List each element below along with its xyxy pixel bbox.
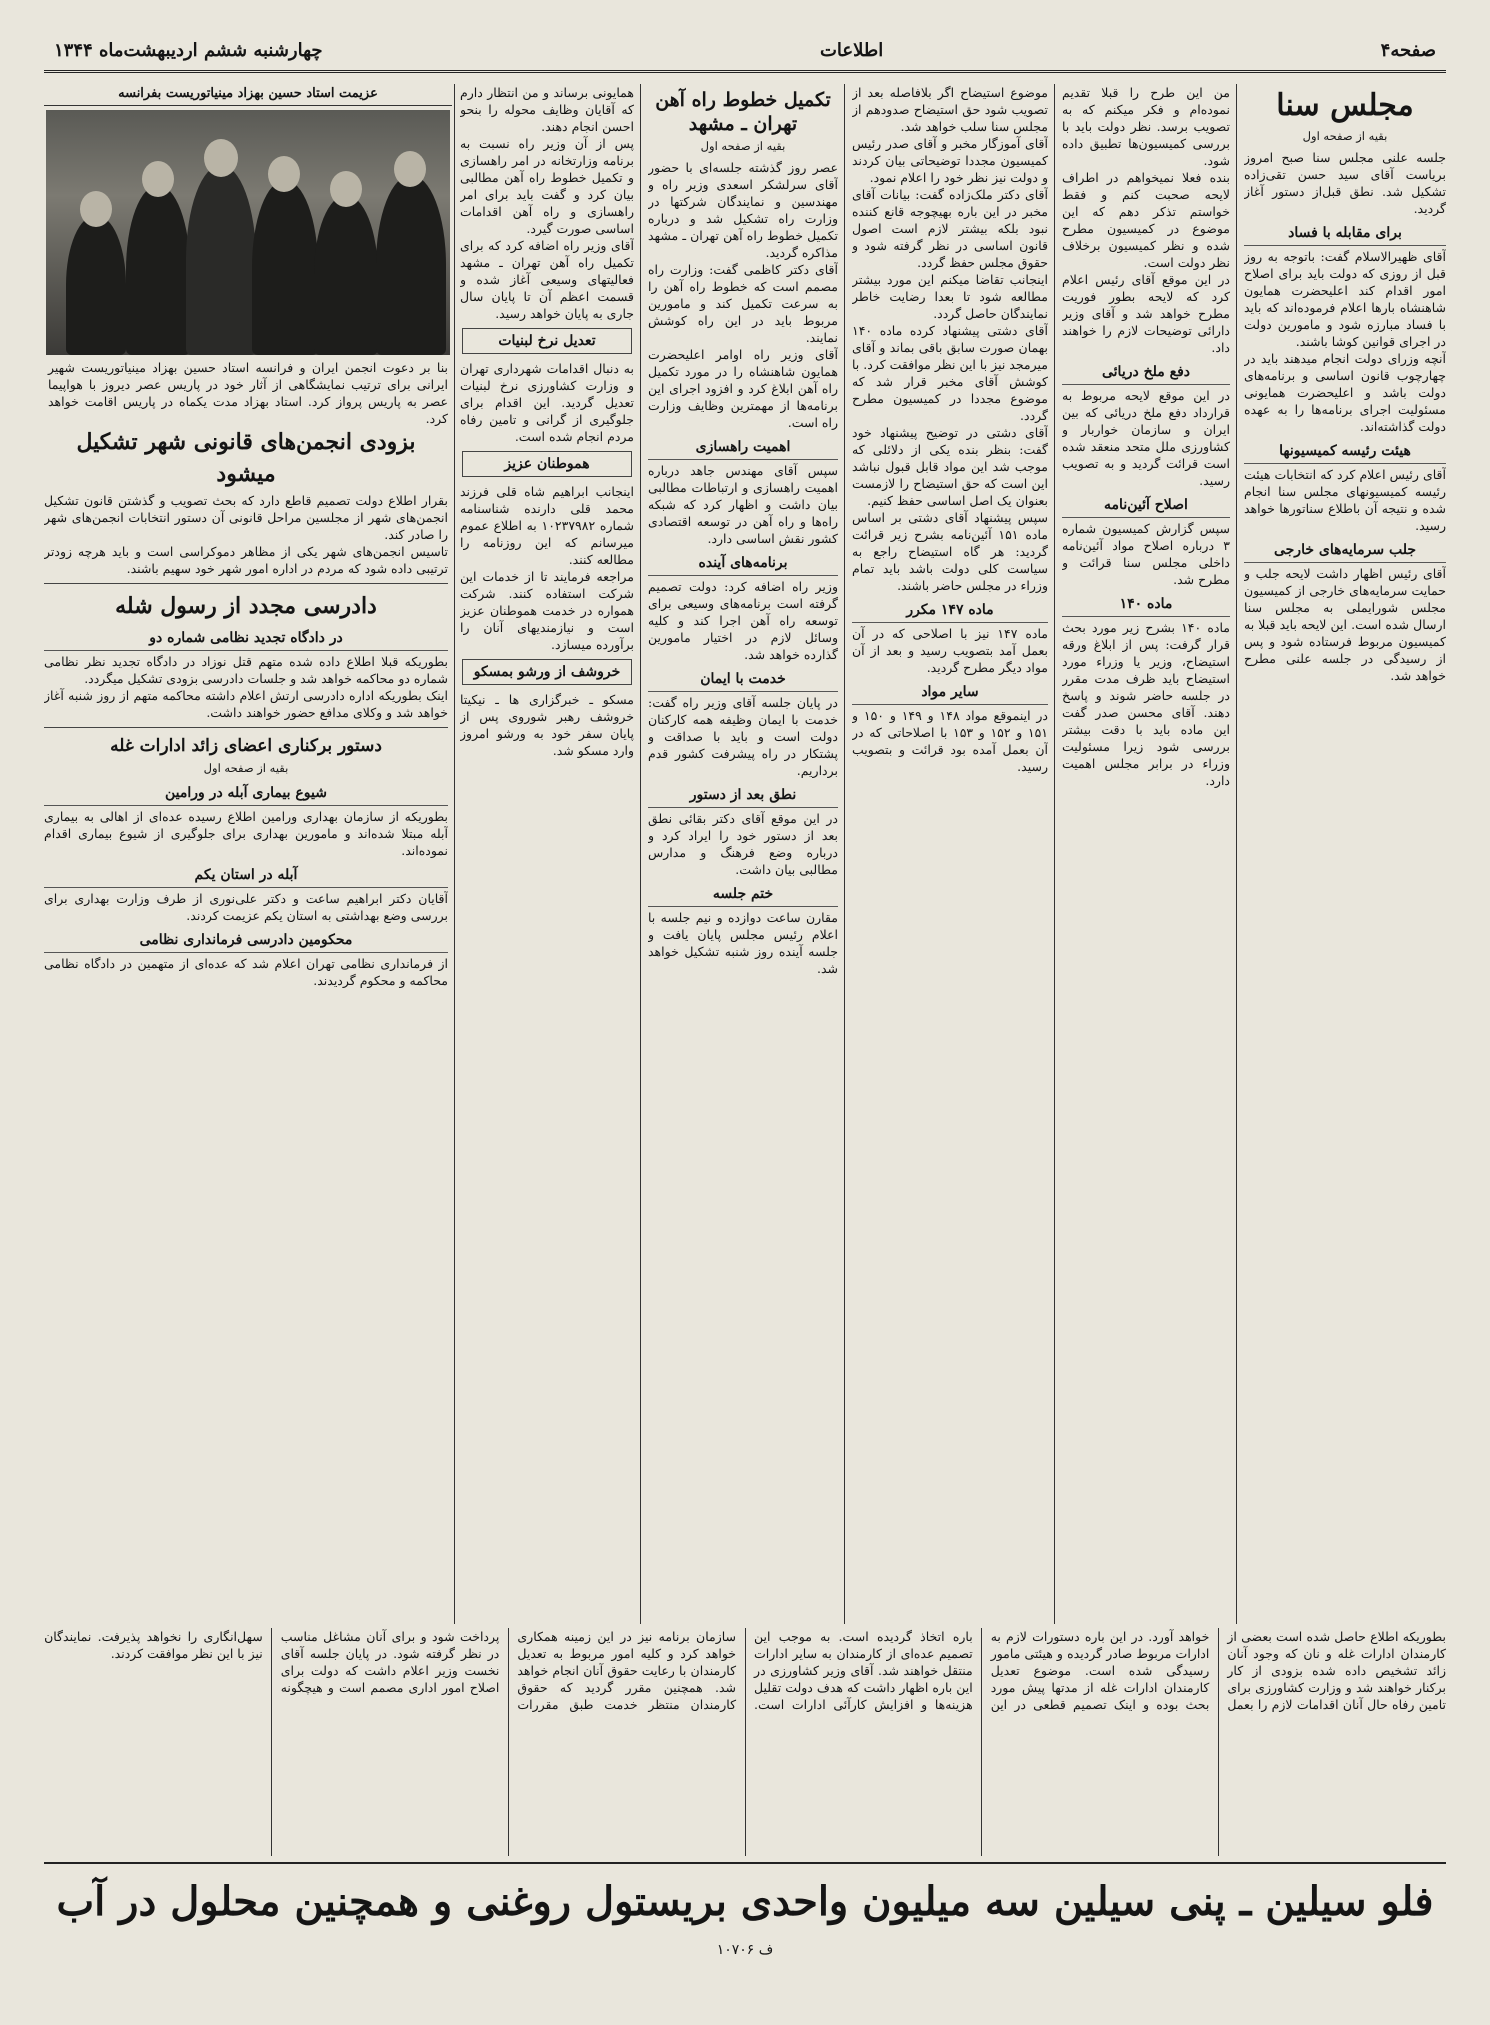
paragraph: وزیر راه اضافه کرد: دولت تصمیم گرفته است برنامه‌های وسیعی برای توسعه راه آهن اجرا کند و کلیه وسائل لازم در اختیار مامورین گذارده خواهد شد. bbox=[648, 579, 838, 662]
continued-note: بقیه از صفحه اول bbox=[1302, 129, 1388, 143]
column-local bbox=[44, 420, 448, 1620]
column-rule bbox=[640, 84, 641, 1624]
subheading: در دادگاه تجدید نظامی شماره دو bbox=[44, 628, 448, 651]
subheading: اهمیت راهسازی bbox=[648, 437, 838, 460]
paragraph: اینک بطوریکه اداره دادرسی ارتش اعلام داشته محاکمه متهم از روز شنبه آغاز خواهد شد و وکلای مدافع حضور خواهند داشت. bbox=[44, 688, 448, 720]
paragraph: آقای رئیس اظهار داشت لایحه جلب و حمایت سرمایه‌های خارجی از کمیسیون مجلس شورایملی به مجلس سنا ارسال شده است. این لایحه باید قبلا به کمیسیون مربوط فرستاده شود و پس از رسیدگی در جلسه علنی مطرح خواهد شد. bbox=[1244, 566, 1446, 683]
paragraph: از فرمانداری نظامی تهران اعلام شد که عده‌ای از متهمین در دادگاه نظامی محاکمه و محکوم گردیدند. bbox=[44, 956, 448, 988]
paragraph: آقای دکتر ملک‌زاده گفت: بیانات آقای مخبر در این باره بهیچوجه قانع کننده نبود بلکه بیشتر لازم است اصول قانون اساسی در نظر گرفته شود و حقوق مجلس حفظ گردد. bbox=[852, 187, 1048, 270]
paragraph: آقای دکتر کاظمی گفت: وزارت راه مصمم است که خطوط راه آهن را به سرعت تکمیل کند و مامورین مربوط باید در این راه کوشش نمایند. bbox=[648, 262, 838, 345]
paragraph: آقای ظهیرالاسلام گفت: باتوجه به روز قبل از روزی که دولت باید برای اصلاح امور اقدام کند اعلیحضرت همایون شاهنشاه بارها اعلام فرموده‌اند که باید با فساد مبارزه شود و مامورین دولت در اجرای قوانین کوشا باشند. bbox=[1244, 249, 1446, 349]
paragraph: ماده ۱۴۰ بشرح زیر مورد بحث قرار گرفت: پس از ابلاغ ورقه استیضاح، وزیر یا وزراء مورد استیضاح باید ظرف مدت مقرر در جلسه حاضر شوند و پاسخ دهند. آقای محسن صدر گفت این ماده باید با دقت بیشتر بررسی شود زیرا مسئولیت وزراء در برابر مجلس اهمیت دارد. bbox=[1062, 620, 1230, 788]
paragraph: به دنبال اقدامات شهرداری تهران و وزارت کشاورزی نرخ لبنیات تعدیل گردید. این اقدام برای جلوگیری از گرانی و تامین رفاه مردم انجام شده است. bbox=[460, 361, 634, 444]
column-senate-cont bbox=[1062, 84, 1230, 1619]
subheading: نطق بعد از دستور bbox=[648, 785, 838, 808]
paragraph: سپس پیشنهاد آقای دشتی بر اساس ماده ۱۵۱ آئین‌نامه بشرح زیر قرائت گردید: هر گاه استیضاح راجع به سیاست کلی دولت باشد باید تمام وزراء در مجلس حاضر باشند. bbox=[852, 510, 1048, 593]
paragraph: بنده فعلا نمیخواهم در اطراف لایحه صحبت کنم و فقط خواستم تذکر دهم که این موضوع در کمیسیون مطرح شده و نظر کمیسیون برخلاف نظر دولت است. bbox=[1062, 170, 1230, 270]
paragraph: بقرار اطلاع دولت تصمیم قاطع دارد که بحث تصویب و گذشتن قانون تشکیل انجمن‌های شهر از مجلسین مراحل قانونی آن دستور انتخابات انجمن‌های شهر را صادر کند. bbox=[44, 493, 448, 542]
page-header bbox=[44, 30, 1446, 73]
photo-text: بنا بر دعوت انجمن ایران و فرانسه استاد حسین بهزاد مینیاتوریست شهیر ایرانی برای ترتیب نمایشگاهی از آثار خود در پاریس عصر دیروز با هواپیما عصر به پاریس پرواز کرد. استاد بهزاد مدت یکماه در پاریس اقامت خواهد کرد. bbox=[48, 360, 448, 426]
paragraph: تاسیس انجمن‌های شهر یکی از مظاهر دموکراسی است و باید هرچه زودتر ترتیبی داده شود که مردم در اداره امور شهر خود سهیم باشند. bbox=[44, 544, 448, 576]
paragraph: جلسه علنی مجلس سنا صبح امروز بریاست آقای سید حسن تقی‌زاده تشکیل شد. نطق قبل‌از دستور آغاز گردید. bbox=[1244, 150, 1446, 216]
column-senate bbox=[1244, 84, 1446, 1619]
subheading: هموطنان عزیز bbox=[462, 451, 632, 477]
column-railway bbox=[648, 84, 838, 1619]
paragraph: بطوریکه از سازمان بهداری ورامین اطلاع رسیده عده‌ای از اهالی به بیماری آبله مبتلا شده‌اند و مامورین بهداری برای جلوگیری از شیوع بیماری اقدام نموده‌اند. bbox=[44, 809, 448, 858]
paragraph: آقای دشتی پیشنهاد کرده ماده ۱۴۰ بهمان صورت سابق باقی بماند و آقای میرمجد نیز با این نظر موافقت کرد. با کوشش آقای مخبر قرار شد که موضوع مجددا در کمیسیون مطرح گردد. bbox=[852, 323, 1048, 423]
subheading: ماده ۱۴۰ bbox=[1062, 594, 1230, 617]
paragraph: سپس گزارش کمیسیون شماره ۳ درباره اصلاح مواد آئین‌نامه داخلی مجلس سنا قرائت و مطرح شد. bbox=[1062, 521, 1230, 587]
column-misc bbox=[460, 84, 634, 1619]
subheading: آبله در استان یکم bbox=[44, 865, 448, 888]
paragraph: ماده ۱۴۷ نیز با اصلاحی که در آن بعمل آمد بتصویب رسید و بعد از آن مواد دیگر مطرح گردید. bbox=[852, 626, 1048, 675]
paragraph: در این موقع لایحه مربوط به قرارداد دفع ملخ دریائی که بین ایران و سازمان خواربار و کشاورزی ملل متحد منعقد شده است قرائت گردید و به تصویب رسید. bbox=[1062, 388, 1230, 488]
column-rule bbox=[1236, 84, 1237, 1624]
column-interpellation bbox=[852, 84, 1048, 1619]
subheading: محکومین دادرسی فرمانداری نظامی bbox=[44, 930, 448, 953]
paragraph: مسکو ـ خبرگزاری ها ـ نیکیتا خروشف رهبر شوروی پس از پایان سفر خود به ورشو امروز وارد مسکو شد. bbox=[460, 692, 634, 758]
paragraph: سپس آقای مهندس جاهد درباره اهمیت راهسازی و ارتباطات مطالبی بیان داشت و اظهار کرد که شبکه راه‌ها و راه آهن در توسعه اقتصادی کشور نقش اساسی دارد. bbox=[648, 463, 838, 546]
paragraph: آقای وزیر راه اوامر اعلیحضرت همایون شاهنشاه را در مورد تکمیل راه آهن ابلاغ کرد و افزود اجرای این برنامه‌ها از مهمترین وظایف وزارت راه است. bbox=[648, 347, 838, 430]
paragraph: موضوع استیضاح اگر بلافاصله بعد از تصویب شود حق استیضاح صدودهم از مجلس سنا سلب خواهد شد. bbox=[852, 85, 1048, 134]
subheading: سایر مواد bbox=[852, 682, 1048, 705]
advertisement-banner: فلو سیلین ـ پنی سیلین سه میلیون واحدی بریستول روغنی و همچنین محلول در آب bbox=[44, 1862, 1446, 1938]
subheading: خروشف از ورشو بمسکو bbox=[462, 659, 632, 685]
subheading: برنامه‌های آینده bbox=[648, 553, 838, 576]
subheading: ختم جلسه bbox=[648, 884, 838, 907]
subheading: دفع ملخ دریائی bbox=[1062, 362, 1230, 385]
subheading: ماده ۱۴۷ مکرر bbox=[852, 600, 1048, 623]
paragraph: آقای آموزگار مخبر و آقای صدر رئیس کمیسیون مجددا توضیحاتی بیان کردند و دولت نیز نظر خود را اعلام نمود. bbox=[852, 136, 1048, 185]
column-rule bbox=[1054, 84, 1055, 1624]
divider bbox=[44, 727, 448, 728]
photo-caption: عزیمت استاد حسین بهزاد مینیاتوریست بفرانسه bbox=[44, 84, 452, 106]
headline-railway: تکمیل خطوط راه آهن تهران ـ مشهد bbox=[655, 89, 831, 135]
continued-note: بقیه از صفحه اول bbox=[700, 139, 786, 153]
headline-grain-offices: دستور برکناری اعضای زائد ادارات غله bbox=[110, 736, 382, 756]
paragraph: در این موقع آقای رئیس اعلام کرد که لایحه بطور فوریت مطرح خواهد شد و آقای وزیر دارائی توضیحات لازم را خواهند داد. bbox=[1062, 272, 1230, 355]
photo-block bbox=[44, 84, 452, 427]
paragraph: من این طرح را قبلا تقدیم نموده‌ام و فکر میکنم که به تصویب برسد. نظر دولت باید با بررسی کمیسیون‌ها تطبیق داده شود. bbox=[1062, 85, 1230, 168]
column-rule bbox=[844, 84, 845, 1624]
subheading: خدمت با ایمان bbox=[648, 669, 838, 692]
subheading: هیئت رئیسه کمیسیونها bbox=[1244, 441, 1446, 464]
paper-name: اطلاعات bbox=[819, 39, 884, 61]
paragraph: عصر روز گذشته جلسه‌ای با حضور آقای سرلشکر اسعدی وزیر راه و مهندسین و نمایندگان شرکتها در وزارت راه تشکیل شد و درباره تکمیل خطوط راه آهن تهران ـ مشهد مذاکره گردید. bbox=[648, 160, 838, 260]
paragraph: آقای دشتی در توضیح پیشنهاد خود گفت: بنظر بنده یکی از دلائلی که موجب شد این مواد قابل قبول نباشد این است که حق استیضاح را لازمست بعنوان یک اصل اساسی حفظ کنیم. bbox=[852, 425, 1048, 508]
headline-retrial: دادرسی مجدد از رسول شله bbox=[115, 593, 377, 619]
paragraph: پس از آن وزیر راه نسبت به برنامه وزارتخانه در امر راهسازی و تکمیل خطوط راه آهن مطالبی بیان کرد و گفت باید برای امر راهسازی و راه آهن اقدامات اساسی صورت گیرد. bbox=[460, 136, 634, 236]
paragraph: مقارن ساعت دوازده و نیم جلسه با اعلام رئیس مجلس پایان یافت و جلسه آینده روز شنبه تشکیل خواهد شد. bbox=[648, 910, 838, 976]
lower-text-strip: بطوریکه اطلاع حاصل شده است بعضی از کارمندان ادارات غله و نان که وجود آنان زائد تشخیص داده شده بزودی از کار برکنار خواهند شد و وزارت کشاورزی برای تامین رفاه حال آنان اقدامات لازم را بعمل خواهد آورد. در این باره دستورات لازم به ادارات مربوط صادر گردیده و هیئتی مامور رسیدگی شده است. موضوع تعدیل کارمندان ادارات غله از مدتها پیش مورد بحث بوده و اینک تصمیم قطعی در این باره اتخاذ گردیده است. به موجب این تصمیم عده‌ای از کارمندان به سایر ادارات منتقل خواهند شد. آقای وزیر کشاورزی در این باره اظهار داشت که هدف دولت تقلیل هزینه‌ها و افزایش کارآئی ادارات است. سازمان برنامه نیز در این زمینه همکاری خواهد کرد و کلیه امور مربوط به تعدیل کارمندان با رعایت حقوق آنان انجام خواهد شد. همچنین مقرر گردید که حقوق کارمندان منتظر خدمت طبق مقررات پرداخت شود و برای آنان مشاغل مناسب در نظر گرفته شود. در پایان جلسه آقای نخست وزیر اعلام داشت که دولت برای اصلاح امور اداری مصمم است و هیچگونه سهل‌انگاری را نخواهد پذیرفت. نمایندگان نیز با این نظر موافقت کردند. bbox=[44, 1629, 1446, 1712]
subheading: شیوع بیماری آبله در ورامین bbox=[44, 783, 448, 806]
paragraph: در پایان جلسه آقای وزیر راه گفت: خدمت با ایمان وظیفه همه کارکنان دولت است و باید با صداقت و پشتکار در راه پیشرفت کشور قدم برداریم. bbox=[648, 695, 838, 778]
subheading: جلب سرمایه‌های خارجی bbox=[1244, 540, 1446, 563]
paragraph: آقای رئیس اعلام کرد که انتخابات هیئت رئیسه کمیسیونهای مجلس سنا انجام شده و نتیجه آن باطلاع سناتورها خواهد رسید. bbox=[1244, 467, 1446, 533]
paragraph: آقایان دکتر ابراهیم ساعت و دکتر علی‌نوری از طرف وزارت بهداری برای بررسی وضع بهداشتی به استان یکم عزیمت کردند. bbox=[44, 891, 448, 923]
ad-code: ف ۱۰۷۰۶ bbox=[716, 1942, 774, 1958]
divider bbox=[44, 583, 448, 584]
paragraph: اینجانب تقاضا میکنم این مورد بیشتر مطالعه شود تا بعدا رضایت خاطر نمایندگان حاصل گردد. bbox=[852, 272, 1048, 321]
issue-date: چهارشنبه ششم اردیبهشت‌ماه ۱۳۴۴ bbox=[54, 39, 323, 61]
continued-note: بقیه از صفحه اول bbox=[203, 761, 289, 775]
paragraph: همایونی برساند و من انتظار دارم که آقایان وظایف محوله را بنحو احسن انجام دهند. bbox=[460, 85, 634, 134]
paragraph: آنچه وزرای دولت انجام میدهند باید در چهارچوب قانون اساسی و برنامه‌های دولت باشد و اعلیحضرت همایونی مسئولیت اجرای برنامه‌ها را به عهده دولت گذاشته‌اند. bbox=[1244, 351, 1446, 434]
news-photo bbox=[46, 110, 450, 355]
headline-senate: مجلس سنا bbox=[1276, 88, 1414, 123]
subheading: برای مقابله با فساد bbox=[1244, 223, 1446, 246]
page-number: صفحه۴ bbox=[1380, 39, 1436, 61]
paragraph: در این موقع آقای دکتر بقائی نطق بعد از دستور خود را ایراد کرد و درباره وضع فرهنگ و مدارس مطالبی بیان داشت. bbox=[648, 811, 838, 877]
paragraph: بطوریکه قبلا اطلاع داده شده متهم قتل نوزاد در دادگاه تجدید نظر نظامی شماره دو محاکمه خواهد شد و جلسات دادرسی بزودی تشکیل میگردد. bbox=[44, 654, 448, 686]
paragraph: آقای وزیر راه اضافه کرد که برای تکمیل راه آهن تهران ـ مشهد فعالیتهای وسیعی آغاز شده و قسمت اعظم آن تا پایان سال جاری به پایان خواهد رسید. bbox=[460, 238, 634, 321]
headline-councils: بزودی انجمن‌های قانونی شهر تشکیل میشود bbox=[76, 429, 416, 487]
paragraph: در اینموقع مواد ۱۴۸ و ۱۴۹ و ۱۵۰ و ۱۵۱ و ۱۵۲ و ۱۵۳ با اصلاحاتی که در آن بعمل آمده بود قرائت و بتصویب رسید. bbox=[852, 708, 1048, 774]
paragraph: مراجعه فرمایند تا از خدمات این شرکت استفاده کنند. شرکت همواره در خدمت هموطنان عزیز است و نیازمندیهای آنان را برآورده میسازد. bbox=[460, 569, 634, 652]
paragraph: اینجانب ابراهیم شاه قلی فرزند محمد قلی دارنده شناسنامه شماره ۱۰۲۳۷۹۸۲ به اطلاع عموم میرسانم که این روزنامه را مطالعه کنند. bbox=[460, 484, 634, 567]
subheading: تعدیل نرخ لبنیات bbox=[462, 328, 632, 354]
column-rule bbox=[454, 84, 455, 1624]
subheading: اصلاح آئین‌نامه bbox=[1062, 495, 1230, 518]
